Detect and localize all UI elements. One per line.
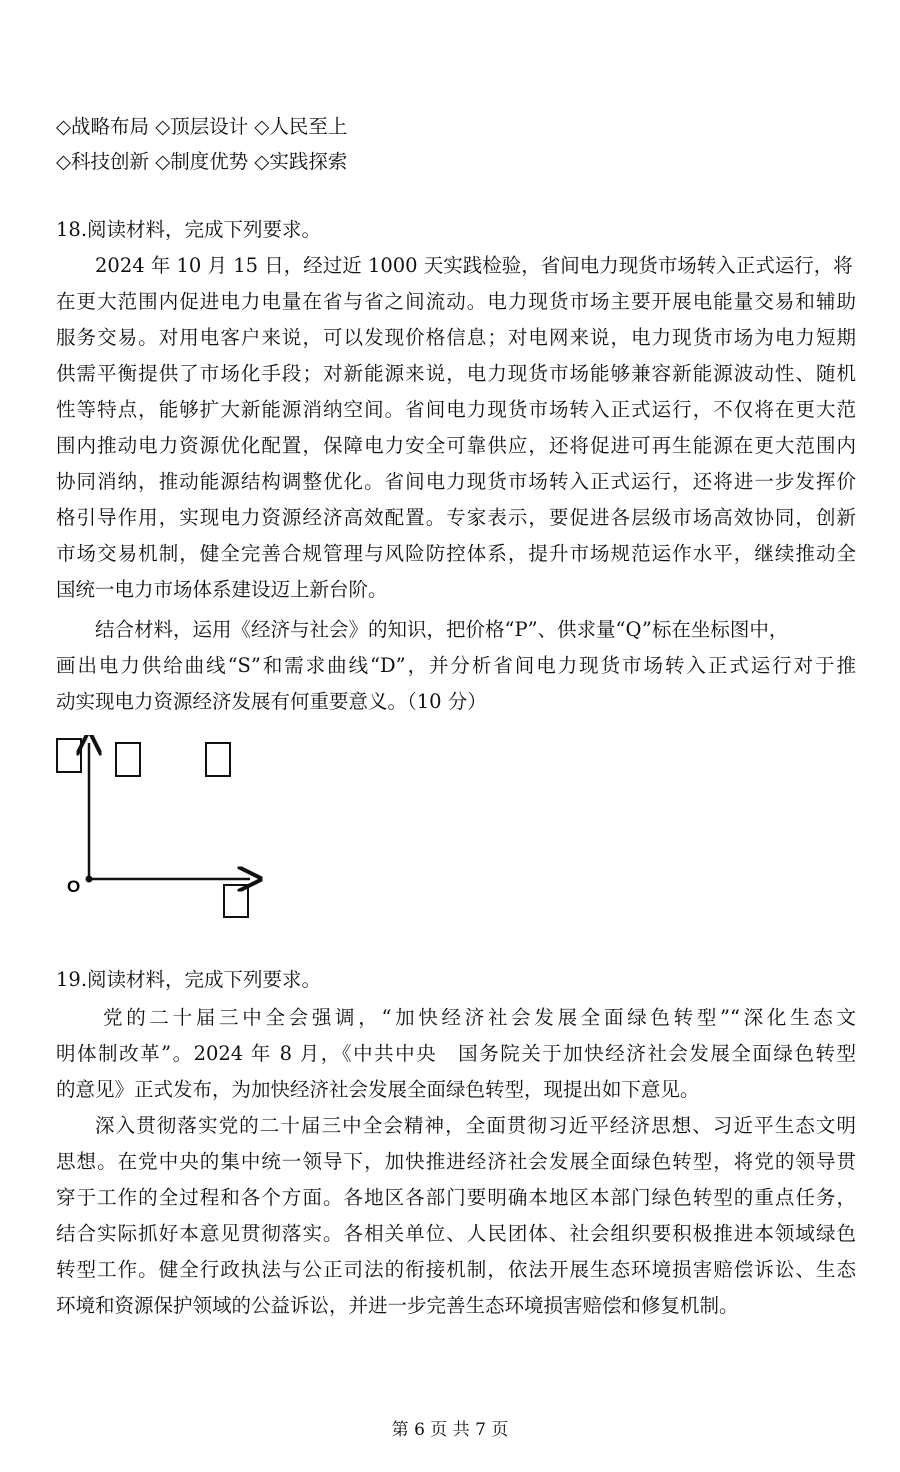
q18-title: 18.阅读材料，完成下列要求。 [56, 218, 322, 241]
q19-para1-line-2: 明体制改革”。2024 年 8 月，《中共中央 国务院关于加快经济社会发展全面绿色转型 [56, 1042, 856, 1065]
q18-line-4: 供需平衡提供了市场化手段；对新能源来说，电力现货市场能够兼容新能源波动性、随机 [56, 362, 856, 385]
q19-para2-line-3: 穿于工作的全过程和各个方面。各地区各部门要明确本地区本部门绿色转型的重点任务， [56, 1186, 856, 1209]
answer-box-x-axis-label[interactable] [224, 885, 248, 917]
q18-line-10: 国统一电力市场体系建设迈上新台阶。 [56, 578, 388, 601]
q18-line-9: 市场交易机制，健全完善合规管理与风险防控体系，提升市场规范运作水平，继续推动全 [56, 542, 856, 565]
q18-line-5: 性等特点，能够扩大新能源消纳空间。省间电力现货市场转入正式运行，不仅将在更大范 [56, 398, 856, 421]
origin-label: O [67, 877, 81, 896]
q19-para1-line-3: 的意见》正式发布，为加快经济社会发展全面绿色转型，现提出如下意见。 [56, 1078, 700, 1101]
option-row-1: ◇战略布局 ◇顶层设计 ◇人民至上 [56, 115, 348, 138]
answer-box-axis-label[interactable] [57, 739, 81, 772]
page-footer: 第 6 页 共 7 页 [391, 1420, 509, 1440]
answer-box-1[interactable] [116, 743, 140, 776]
q18-line-3: 服务交易。对用电客户来说，可以发现价格信息；对电网来说，电力现货市场为电力短期 [56, 326, 856, 349]
q18-question-3: 动实现电力资源经济发展有何重要意义。（10 分） [56, 690, 487, 713]
q19-para2-line-1: 深入贯彻落实党的二十届三中全会精神，全面贯彻习近平经济思想、习近平生态文明 [95, 1114, 856, 1137]
q18-question-1: 结合材料，运用《经济与社会》的知识，把价格“P”、供求量“Q”标在坐标图中， [95, 618, 789, 641]
q19-title: 19.阅读材料，完成下列要求。 [56, 968, 322, 991]
q19-para1-line-1: 党的二十届三中全会强调，“加快经济社会发展全面绿色转型”“深化生态文 [103, 1006, 856, 1029]
q19-para2-line-6: 环境和资源保护领域的公益诉讼，并进一步完善生态环境损害赔偿和修复机制。 [56, 1294, 739, 1317]
q18-line-2: 在更大范围内促进电力电量在省与省之间流动。电力现货市场主要开展电能量交易和辅助 [56, 290, 856, 313]
q18-line-8: 格引导作用，实现电力资源经济高效配置。专家表示，要促进各层级市场高效协同，创新 [56, 506, 856, 529]
q19-para2-line-5: 转型工作。健全行政执法与公正司法的衔接机制，依法开展生态环境损害赔偿诉讼、生态 [56, 1258, 856, 1281]
option-row-2: ◇科技创新 ◇制度优势 ◇实践探索 [56, 150, 348, 173]
q18-question-2: 画出电力供给曲线“S”和需求曲线“D”，并分析省间电力现货市场转入正式运行对于推 [56, 654, 856, 677]
answer-box-2[interactable] [206, 743, 230, 776]
origin-point [86, 876, 93, 883]
q18-line-1: 2024 年 10 月 15 日，经过近 1000 天实践检验，省间电力现货市场转入正式运行，将 [95, 254, 853, 277]
q18-line-6: 围内推动电力资源优化配置，保障电力安全可靠供应，还将促进可再生能源在更大范围内 [56, 434, 856, 457]
q18-line-7: 协同消纳，推动能源结构调整优化。省间电力现货市场转入正式运行，还将进一步发挥价 [56, 470, 856, 493]
coordinate-diagram [50, 735, 270, 925]
q19-para2-line-2: 思想。在党中央的集中统一领导下，加快推进经济社会发展全面绿色转型，将党的领导贯 [56, 1150, 856, 1173]
q19-para2-line-4: 结合实际抓好本意见贯彻落实。各相关单位、人民团体、社会组织要积极推进本领域绿色 [56, 1222, 856, 1245]
